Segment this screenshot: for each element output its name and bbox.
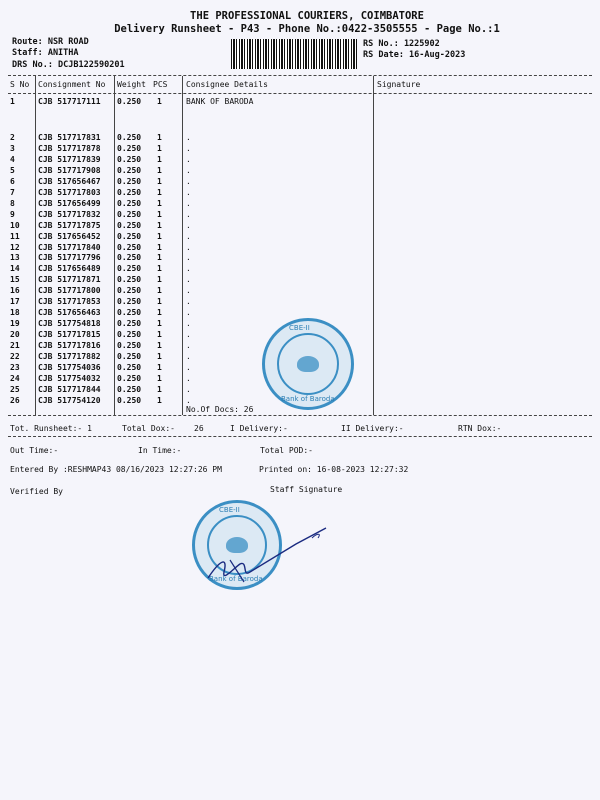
row-sno: 10 [10, 220, 20, 230]
row-consignment: CJB 517717878 [38, 143, 101, 153]
row-sno: 19 [10, 319, 20, 329]
signature-scribble [200, 520, 330, 590]
row-pcs: 1 [157, 330, 162, 340]
row-sno: 4 [10, 154, 15, 164]
stamp-code: CBE-II [289, 324, 310, 332]
row-sno: 12 [10, 242, 20, 252]
row-pcs: 1 [157, 373, 162, 383]
row-consignee: . [186, 198, 191, 208]
row-weight: 0.250 [117, 220, 142, 230]
table-header-rule [8, 93, 592, 94]
row-sno: 18 [10, 308, 20, 318]
row-sno: 17 [10, 297, 20, 307]
row-consignee: . [186, 297, 191, 307]
row-consignment: CJB 517717796 [38, 253, 101, 263]
row-consignment: CJB 517717803 [38, 187, 101, 197]
row-consignee: . [186, 352, 191, 361]
drs-number: DRS No.: DCJB122590201 [12, 60, 125, 70]
bank-stamp [262, 318, 354, 410]
row-weight: 0.250 [117, 275, 142, 285]
footer-rule [8, 436, 592, 437]
total-dox-value: 26 [194, 424, 204, 433]
row-pcs: 1 [157, 143, 162, 153]
row-sno: 7 [10, 187, 15, 197]
row-pcs: 1 [157, 341, 162, 351]
row-sno: 9 [10, 209, 15, 219]
row-consignee: . [186, 308, 191, 318]
row-consignee: . [186, 242, 191, 252]
row-weight: 0.250 [117, 253, 142, 263]
row-pcs: 1 [157, 362, 162, 372]
row-consignee: . [186, 165, 191, 175]
row-sno: 3 [10, 143, 15, 153]
row-pcs: 1 [157, 319, 162, 329]
row-sno: 22 [10, 352, 20, 361]
total-pod: Total POD:- [260, 446, 313, 455]
row-consignee: . [186, 275, 191, 285]
printed-on: Printed on: 16-08-2023 12:27:32 [259, 465, 409, 474]
table-bottom-rule [8, 415, 592, 416]
table-top-rule [8, 75, 592, 76]
row-pcs: 1 [157, 275, 162, 285]
row-sno: 20 [10, 330, 20, 340]
row-sno: 24 [10, 373, 20, 383]
row-sno: 25 [10, 384, 20, 394]
row-pcs: 1 [157, 165, 162, 175]
row-weight: 0.250 [117, 264, 142, 274]
row-consignment: CJB 517717882 [38, 352, 101, 361]
row-consignee: . [186, 341, 191, 351]
header-weight: Weight [117, 80, 146, 89]
row-consignee: . [186, 187, 191, 197]
row-sno: 2 [10, 133, 15, 142]
row-consignment: CJB 517656467 [38, 176, 101, 186]
row-consignee: . [186, 154, 191, 164]
row-weight: 0.250 [117, 330, 142, 340]
row-consignee: . [186, 264, 191, 274]
row-pcs: 1 [157, 352, 162, 361]
row-pcs: 1 [157, 176, 162, 186]
row-weight: 0.250 [117, 362, 142, 372]
row-consignment: CJB 517717815 [38, 330, 101, 340]
row-weight: 0.250 [117, 165, 142, 175]
row-pcs: 1 [157, 264, 162, 274]
row-sno: 23 [10, 362, 20, 372]
row-sno: 5 [10, 165, 15, 175]
row-consignee: . [186, 384, 191, 394]
row-weight: 0.250 [117, 209, 142, 219]
row-weight: 0.250 [117, 242, 142, 252]
row-sno: 8 [10, 198, 15, 208]
total-dox-label: Total Dox:- [122, 424, 175, 433]
row-consignee: . [186, 395, 191, 405]
row-pcs: 1 [157, 384, 162, 394]
out-time: Out Time:- [10, 446, 59, 455]
row-weight: 0.250 [117, 319, 142, 329]
row-consignee: . [186, 286, 191, 296]
row-pcs: 1 [157, 133, 162, 142]
col-divider [182, 76, 183, 415]
row-weight: 0.250 [117, 352, 142, 361]
stamp-bank-name: Bank of Baroda [281, 395, 335, 403]
row-consignment: CJB 517717111 [38, 97, 101, 106]
i-delivery: I Delivery:- [230, 424, 288, 433]
bank-logo-icon [297, 356, 319, 372]
row-weight: 0.250 [117, 231, 142, 241]
row-pcs: 1 [157, 220, 162, 230]
row-consignment: CJB 517754032 [38, 373, 101, 383]
row-sno: 21 [10, 341, 20, 351]
rs-number: RS No.: 1225902 [363, 39, 440, 49]
header-consignee: Consignee Details [186, 80, 268, 89]
in-time: In Time:- [138, 446, 182, 455]
row-consignment: CJB 517656452 [38, 231, 101, 241]
row-sno: 1 [10, 97, 15, 106]
row-weight: 0.250 [117, 373, 142, 383]
row-consignment: CJB 517717840 [38, 242, 101, 252]
row-consignee: . [186, 362, 191, 372]
row-weight: 0.250 [117, 297, 142, 307]
row-weight: 0.250 [117, 395, 142, 405]
row-consignment: CJB 517717800 [38, 286, 101, 296]
rtn-dox: RTN Dox:- [458, 424, 502, 433]
entered-by: Entered By :RESHMAP43 08/16/2023 12:27:26 PM [10, 465, 222, 474]
header-consignment: Consignment No [38, 80, 106, 89]
row-consignment: CJB 517717875 [38, 220, 101, 230]
ii-delivery: II Delivery:- [341, 424, 404, 433]
col-divider [35, 76, 36, 415]
row-consignee: . [186, 253, 191, 263]
row-consignee: . [186, 220, 191, 230]
row-pcs: 1 [157, 209, 162, 219]
row-pcs: 1 [157, 253, 162, 263]
row-consignment: CJB 517717831 [38, 133, 101, 142]
row-consignee: . [186, 133, 191, 142]
row-pcs: 1 [157, 286, 162, 296]
row-pcs: 1 [157, 308, 162, 318]
row-consignment: CJB 517656463 [38, 308, 101, 318]
stamp-code: CBE-II [219, 506, 240, 514]
row-consignee: . [186, 373, 191, 383]
row-consignee: . [186, 209, 191, 219]
row-weight: 0.250 [117, 187, 142, 197]
row-pcs: 1 [157, 97, 162, 106]
row-consignee: . [186, 319, 191, 329]
row-sno: 26 [10, 395, 20, 405]
row-weight: 0.250 [117, 133, 142, 142]
header-signature: Signature [377, 80, 421, 89]
row-consignee: . [186, 176, 191, 186]
row-weight: 0.250 [117, 198, 142, 208]
row-pcs: 1 [157, 187, 162, 197]
staff-label: Staff: ANITHA [12, 48, 79, 58]
row-consignment: CJB 517717839 [38, 154, 101, 164]
row-weight: 0.250 [117, 154, 142, 164]
row-consignment: CJB 517717908 [38, 165, 101, 175]
verified-by: Verified By [10, 487, 63, 496]
company-title: THE PROFESSIONAL COURIERS, COIMBATORE [190, 10, 424, 22]
rs-date: RS Date: 16-Aug-2023 [363, 50, 466, 60]
row-consignee: . [186, 330, 191, 340]
col-divider [373, 76, 374, 415]
row-weight: 0.250 [117, 308, 142, 318]
col-divider [114, 76, 115, 415]
route-label: Route: NSR ROAD [12, 37, 89, 47]
row-consignment: CJB 517717844 [38, 384, 101, 394]
row-sno: 11 [10, 231, 20, 241]
row-weight: 0.250 [117, 97, 142, 106]
row-consignee: . [186, 231, 191, 241]
row-weight: 0.250 [117, 176, 142, 186]
row-pcs: 1 [157, 154, 162, 164]
row-sno: 15 [10, 275, 20, 285]
row-sno: 6 [10, 176, 15, 186]
runsheet-subtitle: Delivery Runsheet - P43 - Phone No.:0422-3505555 - Page No.:1 [114, 23, 500, 35]
row-weight: 0.250 [117, 341, 142, 351]
row-pcs: 1 [157, 231, 162, 241]
row-consignment: CJB 517656499 [38, 198, 101, 208]
stamp-bank-name: Bank of Baroda [209, 575, 263, 583]
row-pcs: 1 [157, 297, 162, 307]
row-weight: 0.250 [117, 143, 142, 153]
row-consignment: CJB 517717816 [38, 341, 101, 351]
row-sno: 16 [10, 286, 20, 296]
row-pcs: 1 [157, 395, 162, 405]
row-sno: 13 [10, 253, 20, 263]
row-weight: 0.250 [117, 384, 142, 394]
row-consignee: . [186, 143, 191, 153]
row-consignment: CJB 517754818 [38, 319, 101, 329]
row-consignment: CJB 517717853 [38, 297, 101, 307]
row-consignment: CJB 517656489 [38, 264, 101, 274]
row-consignee: BANK OF BARODA [186, 97, 254, 106]
docs-count: No.Of Docs: 26 [186, 405, 254, 414]
row-consignment: CJB 517717832 [38, 209, 101, 219]
row-pcs: 1 [157, 198, 162, 208]
header-sno: S No [10, 80, 30, 89]
row-sno: 14 [10, 264, 20, 274]
tot-runsheet: Tot. Runsheet:- 1 [10, 424, 92, 433]
row-weight: 0.250 [117, 286, 142, 296]
row-pcs: 1 [157, 242, 162, 252]
header-pcs: PCS [153, 80, 168, 89]
staff-signature-label: Staff Signature [270, 485, 343, 494]
barcode [231, 39, 357, 69]
row-consignment: CJB 517717871 [38, 275, 101, 285]
row-consignment: CJB 517754120 [38, 395, 101, 405]
row-consignment: CJB 517754036 [38, 362, 101, 372]
